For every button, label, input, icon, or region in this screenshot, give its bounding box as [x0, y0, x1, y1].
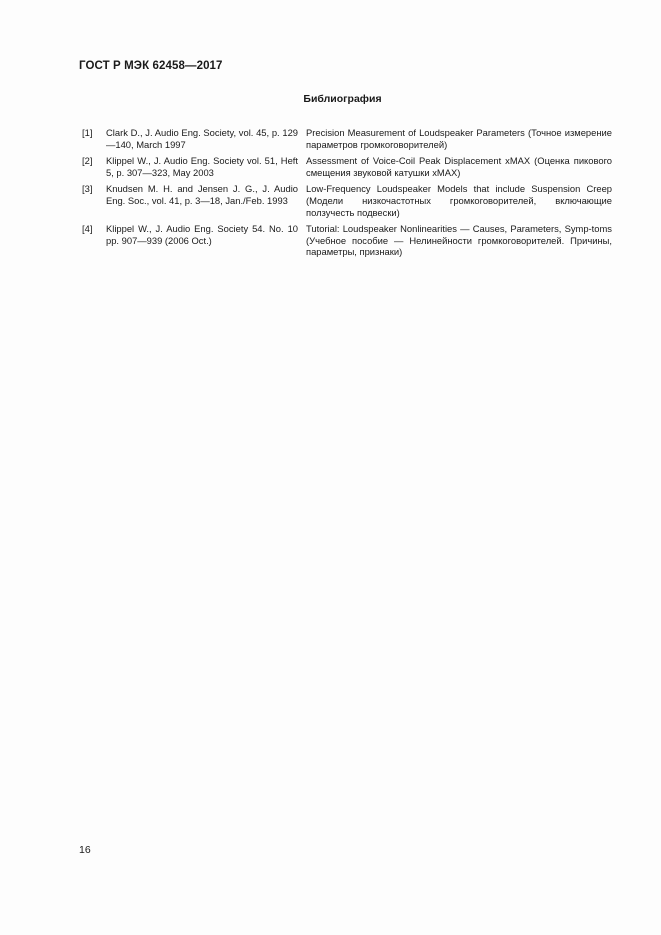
document-code-header: ГОСТ Р МЭК 62458—2017	[79, 60, 223, 72]
entry-source: Klippel W., J. Audio Eng. Society vol. 51, Heft 5, p. 307—323, May 2003	[106, 155, 298, 178]
bibliography-entry	[82, 155, 612, 178]
section-title: Библиография	[303, 93, 382, 105]
entry-source: Clark D., J. Audio Eng. Society, vol. 45, p. 129—140, March 1997	[106, 127, 298, 150]
entry-source: Knudsen M. H. and Jensen J. G., J. Audio Eng. Soc., vol. 41, p. 3—18, Jan./Feb. 1993	[106, 183, 298, 206]
entry-source: Klippel W., J. Audio Eng. Society 54. No. 10 pp. 907—939 (2006 Oct.)	[106, 223, 298, 246]
bibliography-entry	[82, 183, 612, 218]
bibliography-entry	[82, 127, 612, 150]
bibliography-entry	[82, 223, 612, 258]
entry-number: [3]	[82, 183, 93, 195]
entry-title: Assessment of Voice-Coil Peak Displacement xMAX (Оценка пикового смещения звуковой катушки xMAX)	[306, 155, 612, 178]
entry-title: Tutorial: Loudspeaker Nonlinearities — Causes, Parameters, Symp-toms (Учебное пособие — Нелинейности громкоговорителей. Причины, параметры, признаки)	[306, 223, 612, 258]
entry-number: [4]	[82, 223, 93, 235]
entry-number: [1]	[82, 127, 93, 138]
page-number: 16	[79, 844, 91, 856]
entry-title: Precision Measurement of Loudspeaker Parameters (Точное измерение параметров громкоговорителей)	[306, 127, 612, 150]
bibliography-list	[82, 127, 612, 263]
entry-number: [2]	[82, 155, 93, 167]
entry-title: Low-Frequency Loudspeaker Models that include Suspension Creep (Модели низкочастотных громкоговорителей, включающие ползучесть подвески)	[306, 183, 612, 218]
